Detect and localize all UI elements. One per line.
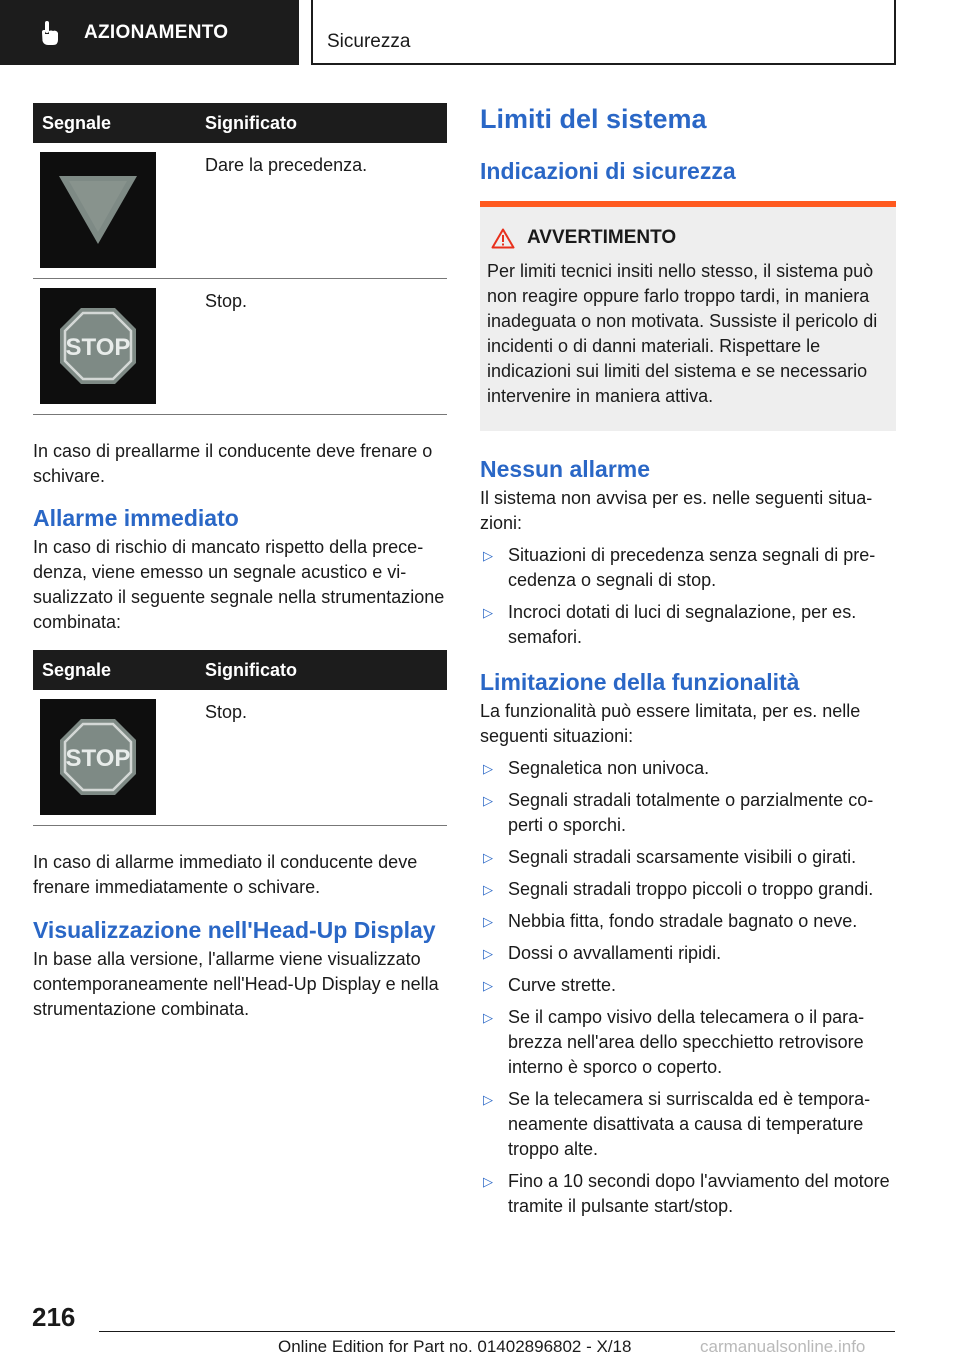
subsection-tab <box>311 0 896 65</box>
bullet-marker: ▷ <box>483 978 493 993</box>
heading-immediate-alarm: Allarme immediato <box>33 505 239 531</box>
bullet-marker: ▷ <box>483 793 493 808</box>
list-item: ▷ Segnaletica non univoca. <box>480 756 896 781</box>
table-row <box>33 690 447 826</box>
meaning-text: Stop. <box>205 702 248 722</box>
svg-text:STOP: STOP <box>65 745 131 772</box>
list-item: ▷ Segnali stradali totalmente o parzialmente coperti o sporchi. <box>480 788 896 838</box>
col-header-signal: Segnale <box>42 659 112 680</box>
bullet-marker: ▷ <box>483 548 493 563</box>
list-item: ▷ Segnali stradali scarsamente visibili o girati. <box>480 845 896 870</box>
signal-table-2 <box>33 650 447 826</box>
bullet-marker: ▷ <box>483 914 493 929</box>
paragraph-immediate-action: In caso di allarme immediato il conducente deve frenare immediatamente o schivare. <box>33 852 418 897</box>
no-alarm-list <box>480 543 896 650</box>
limit-list <box>480 756 896 1219</box>
heading-system-limits: Limiti del sistema <box>480 104 707 134</box>
col-header-signal: Segnale <box>42 112 112 133</box>
bullet-marker: ▷ <box>483 850 493 865</box>
stop-sign-icon <box>40 288 156 404</box>
heading-hud: Visualizzazione nell'Head-Up Display <box>33 917 436 943</box>
paragraph-immediate: In caso di rischio di mancato rispetto della precedenza, viene emesso un segnale acustico e visualizzato il seguente segnale nella strumentazione combinata: <box>33 537 445 632</box>
subsection-title: Sicurezza <box>327 31 411 52</box>
list-item: ▷ Dossi o avvallamenti ripidi. <box>480 941 896 966</box>
signal-table-1 <box>33 103 447 415</box>
hand-pointer-icon <box>38 20 62 46</box>
svg-text:STOP: STOP <box>65 334 131 361</box>
footer-edition: Online Edition for Part no. 01402896802 - X/18 <box>278 1337 632 1356</box>
bullet-marker: ▷ <box>483 605 493 620</box>
list-item: ▷ Curve strette. <box>480 973 896 998</box>
bullet-marker: ▷ <box>483 761 493 776</box>
heading-limited-function: Limitazione della funzionalità <box>480 669 800 695</box>
paragraph-hud: In base alla versione, l'allarme viene visualizzato contemporaneamente nell'Head-Up Display e nella strumentazione combinata. <box>33 949 439 1019</box>
table-row <box>33 143 447 279</box>
list-item: ▷ Se il campo visivo della telecamera o il parabrezza nell'area dello specchietto retrovisore interno è sporco o coperto. <box>480 1005 896 1080</box>
table-row <box>33 279 447 415</box>
right-column <box>480 103 896 1226</box>
paragraph-limited-function: La funzionalità può essere limitata, per es. nelle seguenti situazioni: <box>480 701 861 746</box>
list-item: ▷ Incroci dotati di luci di segnalazione, per es. semafori. <box>480 600 896 650</box>
heading-no-alarm: Nessun allarme <box>480 456 651 482</box>
col-header-meaning: Significato <box>205 659 298 680</box>
bullet-marker: ▷ <box>483 1174 493 1189</box>
list-item: ▷ Fino a 10 secondi dopo l'avviamento del motore tramite il pulsante start/stop. <box>480 1169 896 1219</box>
page-number: 216 <box>32 1302 76 1332</box>
section-title: AZIONAMENTO <box>84 21 229 43</box>
watermark: carmanualsonline.info <box>700 1337 866 1356</box>
table-header <box>33 103 447 143</box>
list-item: ▷ Segnali stradali troppo piccoli o troppo grandi. <box>480 877 896 902</box>
bullet-marker: ▷ <box>483 1010 493 1025</box>
left-column <box>33 103 447 1022</box>
heading-safety-notes: Indicazioni di sicurezza <box>480 158 736 184</box>
meaning-text: Stop. <box>205 291 248 311</box>
table-header <box>33 650 447 690</box>
yield-sign-icon <box>40 152 156 268</box>
footer-divider <box>99 1331 895 1332</box>
warning-box <box>480 201 896 431</box>
list-item: ▷ Situazioni di precedenza senza segnali di precedenza o segnali di stop. <box>480 543 896 593</box>
stop-sign-icon <box>40 699 156 815</box>
meaning-text: Dare la precedenza. <box>205 155 368 175</box>
list-item: ▷ Nebbia fitta, fondo stradale bagnato o neve. <box>480 909 896 934</box>
bullet-marker: ▷ <box>483 882 493 897</box>
warning-triangle-icon <box>491 228 515 249</box>
warning-title: AVVERTIMENTO <box>527 227 677 248</box>
paragraph-no-alarm: Il sistema non avvisa per es. nelle seguenti situazioni: <box>480 488 873 533</box>
list-item: ▷ Se la telecamera si surriscalda ed è temporaneamente disattivata a causa di temperature troppo alte. <box>480 1087 896 1162</box>
warning-text: Per limiti tecnici insiti nello stesso, il sistema può non reagire oppure farlo troppo tardi, in maniera inadeguata o non motivata. Sussiste il pericolo di incidenti o di danni materiali. Rispettare le indicazioni sui limiti del sistema e se necessario intervenire in maniera attiva. <box>487 261 878 406</box>
paragraph-prealarm: In caso di preallarme il conducente deve frenare o schivare. <box>33 441 433 486</box>
bullet-marker: ▷ <box>483 1092 493 1107</box>
bullet-marker: ▷ <box>483 946 493 961</box>
section-tab <box>0 0 299 65</box>
col-header-meaning: Significato <box>205 112 298 133</box>
